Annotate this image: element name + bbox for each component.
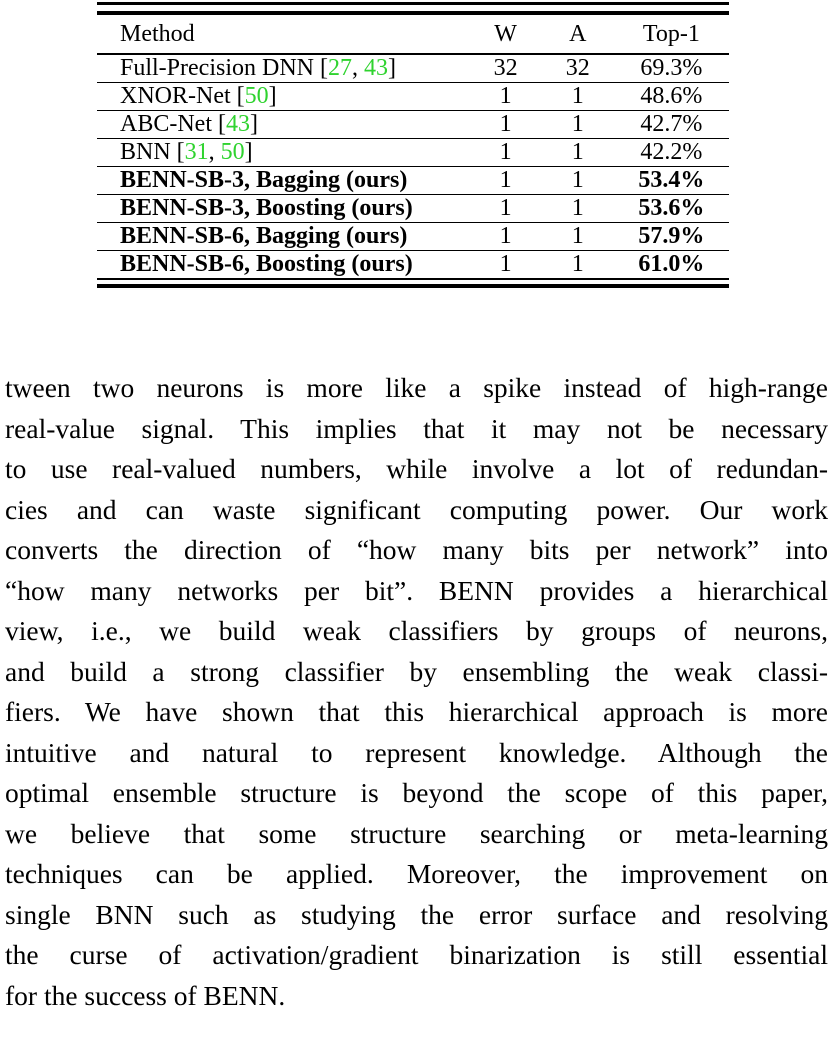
- citation-link[interactable]: 43: [363, 55, 388, 81]
- text-line: the curse of activation/gradient binarization is still essential: [5, 939, 828, 970]
- method-cell: [97, 54, 470, 83]
- method-cell: [97, 83, 470, 111]
- table-row: [97, 195, 729, 223]
- table-row: [97, 223, 729, 251]
- a-cell: 1: [571, 195, 584, 221]
- w-cell: 1: [499, 167, 512, 193]
- table-body: [97, 54, 729, 279]
- method-cell: [97, 111, 470, 139]
- table-row: [97, 83, 729, 111]
- top1-cell: 57.9%: [638, 223, 705, 249]
- method-cell: [97, 195, 470, 223]
- w-cell: 1: [499, 139, 512, 165]
- text-line: we believe that some structure searching or meta-learning: [5, 817, 828, 849]
- text-line: view, i.e., we build weak classifiers by groups of neurons,: [5, 615, 828, 646]
- a-cell: 1: [571, 111, 584, 137]
- table-row: [97, 139, 729, 167]
- a-cell: 1: [571, 223, 584, 249]
- top1-cell: 53.6%: [638, 195, 705, 221]
- a-cell: 1: [571, 167, 584, 193]
- text-line: to use real-valued numbers, while involve a lot of redundan-: [5, 453, 828, 484]
- top1-cell: 42.7%: [640, 111, 703, 137]
- method-text: ,: [208, 139, 221, 165]
- citation-link[interactable]: 43: [225, 111, 250, 137]
- text-line: optimal ensemble structure is beyond the scope of this paper,: [5, 777, 828, 808]
- column-header-method: Method: [120, 20, 195, 47]
- w-cell: 1: [499, 251, 512, 277]
- results-table: [97, 11, 729, 280]
- method-cell: [97, 223, 470, 251]
- text-line: converts the direction of “how many bits per network” into: [5, 534, 828, 565]
- w-cell: 1: [499, 111, 512, 137]
- text-line: tween two neurons is more like a spike instead of high-range: [5, 372, 828, 403]
- text-line: intuitive and natural to represent knowledge. Although the: [5, 736, 828, 768]
- w-cell: 1: [499, 223, 512, 249]
- method-text: BNN [: [120, 139, 185, 165]
- top1-cell: 42.2%: [640, 139, 703, 165]
- w-cell: 1: [499, 195, 512, 221]
- citation-link[interactable]: 31: [184, 139, 209, 165]
- method-text: ABC-Net [: [120, 111, 226, 137]
- table-header: [97, 13, 729, 54]
- text-line: cies and can waste significant computing power. Our work: [5, 493, 828, 525]
- a-cell: 1: [571, 83, 584, 109]
- method-text: ]: [249, 111, 258, 137]
- table-row: [97, 251, 729, 280]
- method-text: ]: [268, 83, 277, 109]
- column-header-top1: Top-1: [642, 20, 700, 47]
- column-header-w: W: [494, 20, 517, 47]
- text-line: “how many networks per bit”. BENN provides a hierarchical: [5, 574, 828, 606]
- text-line: single BNN such as studying the error surface and resolving: [5, 898, 828, 930]
- a-cell: 32: [565, 55, 590, 81]
- top1-cell: 48.6%: [640, 83, 703, 109]
- text-line: for the success of BENN.: [5, 979, 286, 1011]
- method-cell: [97, 167, 470, 195]
- w-cell: 1: [499, 83, 512, 109]
- top1-cell: 69.3%: [640, 55, 703, 81]
- top1-cell: 53.4%: [638, 167, 705, 193]
- method-text: ,: [351, 55, 364, 81]
- citation-link[interactable]: 27: [327, 55, 352, 81]
- method-text: ]: [244, 139, 253, 165]
- method-text: Full-Precision DNN [: [120, 55, 328, 81]
- table-row: [97, 167, 729, 195]
- text-line: and build a strong classifier by ensembling the weak classi-: [5, 655, 828, 687]
- body-text: [5, 368, 828, 1016]
- method-text: BENN-SB-3, Bagging (ours): [120, 167, 408, 193]
- text-line: real-value signal. This implies that it may not be necessary: [5, 412, 828, 444]
- method-cell: [97, 251, 470, 280]
- a-cell: 1: [571, 251, 584, 277]
- citation-link[interactable]: 50: [220, 139, 245, 165]
- citation-link[interactable]: 50: [244, 83, 269, 109]
- method-text: ]: [387, 55, 396, 81]
- header-row: [97, 13, 729, 54]
- column-header-a: A: [569, 20, 587, 47]
- text-line: fiers. We have shown that this hierarchical approach is more: [5, 696, 828, 727]
- method-text: BENN-SB-6, Boosting (ours): [120, 251, 413, 277]
- method-text: XNOR-Net [: [120, 83, 245, 109]
- table-row: [97, 54, 729, 83]
- top1-cell: 61.0%: [638, 251, 705, 277]
- results-table-wrap: [97, 2, 729, 288]
- method-cell: [97, 139, 470, 167]
- a-cell: 1: [571, 139, 584, 165]
- w-cell: 32: [493, 55, 518, 81]
- text-line: techniques can be applied. Moreover, the improvement on: [5, 858, 828, 889]
- method-text: BENN-SB-6, Bagging (ours): [120, 223, 408, 249]
- table-row: [97, 111, 729, 139]
- method-text: BENN-SB-3, Boosting (ours): [120, 195, 413, 221]
